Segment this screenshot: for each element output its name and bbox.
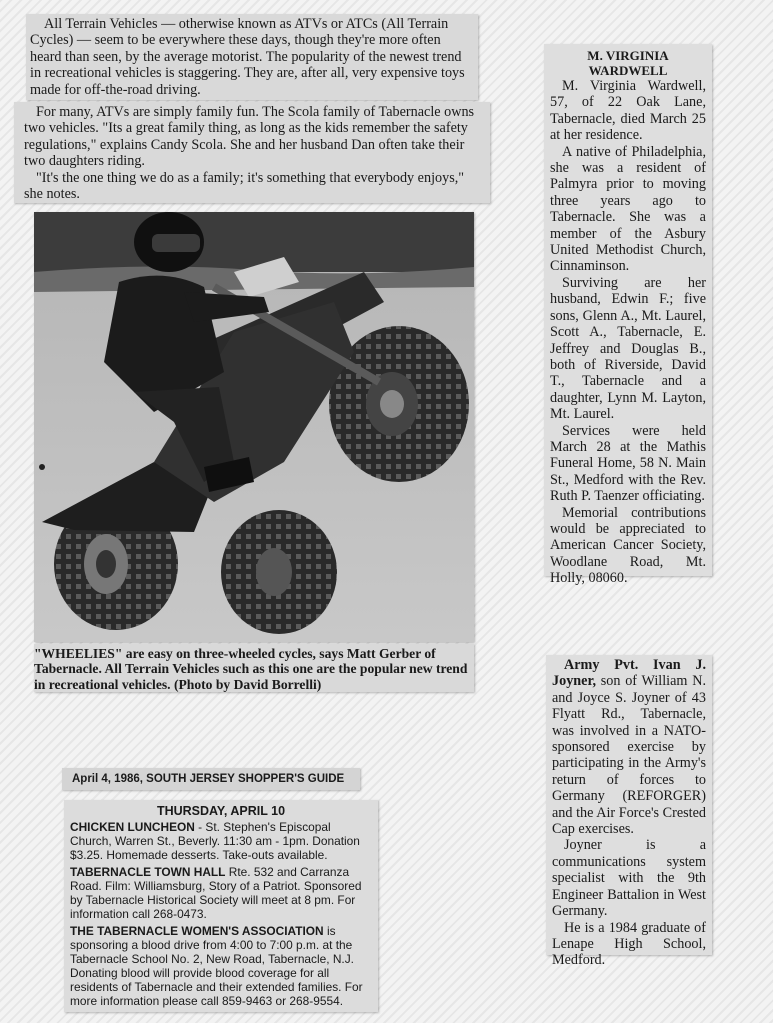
- atv-article-family-clipping: [14, 102, 490, 203]
- events-calendar-clipping: [64, 800, 378, 1012]
- obituary-heading-line-2: WARDWELL: [588, 63, 668, 78]
- event-body: is sponsoring a blood drive from 4:00 to 7:00 p.m. at the Tabernacle School No. 2, New Road, Tabernacle, N.J. Donating blood will provide blood coverage for all residents of Tabernacle and their extended families. For more information please call 859-9463 or 268-9554.: [70, 924, 363, 1008]
- atv-rider-illustration: [34, 212, 474, 642]
- obituary-paragraph-1: M. Virginia Wardwell, 57, of 22 Oak Lane, Tabernacle, died March 25 at her residence.: [550, 78, 706, 144]
- atv-article-paragraph-1: All Terrain Vehicles — otherwise known as ATVs or ATCs (All Terrain Cycles) — seem to be everywhere these days, though they're more often heard than seen, by the average motorist. The popularity of the newest trend in recreational vehicles is staggering. They are, after all, very expensive toys made for off-the-road driving.: [30, 16, 465, 98]
- joyner-name: Army Pvt. Ivan J. Joyner,: [552, 657, 706, 690]
- atv-article-paragraph-3: "It's the one thing we do as a family; it's something that everybody enjoys," she notes.: [24, 169, 465, 203]
- event-item: [70, 924, 372, 1008]
- obituary-paragraph-2: A native of Philadelphia, she was a resident of Palmyra prior to moving three years ago to Tabernacle. She was a member of the Asbury United Methodist Church, Cinnaminson.: [550, 143, 706, 275]
- joyner-paragraph-1-text: son of William N. and Joyce S. Joyner of 43 Flyatt Rd., Tabernacle, was involved in a NATO-sponsored exercise by participating in the Army's return of forces to Germany (REFORGER) and the Air Force's Crested Cap exercises.: [552, 673, 706, 838]
- atv-wheelie-photo: [34, 212, 474, 642]
- event-title: THE TABERNACLE WOMEN'S ASSOCIATION: [70, 924, 324, 938]
- joyner-military-clipping: [546, 655, 712, 969]
- photo-caption-clipping: [34, 644, 474, 692]
- obituary-clipping: [544, 44, 712, 587]
- obituary-paragraph-4: Services were held March 28 at the Mathis Funeral Home, 58 N. Main St., Medford with the Rev. Ruth P. Taenzer officiating.: [550, 422, 706, 505]
- obituary-heading: [550, 48, 706, 78]
- obituary-heading-line-1: M. VIRGINIA: [587, 48, 669, 63]
- atv-article-paragraph-2: For many, ATVs are simply family fun. The Scola family of Tabernacle owns two vehicles. "Its a great family thing, as long as the kids remember the safety regulations," explains Candy Scola. She and her husband Dan often take their two daughters riding.: [24, 104, 475, 170]
- photo-caption: "WHEELIES" are easy on three-wheeled cycles, says Matt Gerber of Tabernacle. All Terrain Vehicles such as this one are the popular new trend in recreational vehicles. (Photo by David Borrelli): [34, 646, 468, 692]
- newspaper-dateline: April 4, 1986, SOUTH JERSEY SHOPPER'S GUIDE: [62, 768, 360, 790]
- joyner-paragraph-3: He is a 1984 graduate of Lenape High School, Medford.: [552, 919, 706, 969]
- rear-wheel-right: [221, 510, 337, 634]
- joyner-paragraph-2: Joyner is a communications system specialist with the 9th Engineer Battalion in West Germany.: [552, 837, 706, 920]
- atv-article-intro-clipping: [26, 14, 478, 100]
- joyner-paragraph-1: [552, 657, 706, 837]
- event-body: - St. Stephen's Episcopal Church, Warren St., Beverly. 11:30 am - 1pm. Donation $3.25. Homemade desserts. Take-outs available.: [70, 820, 360, 862]
- obituary-paragraph-5: Memorial contributions would be appreciated to American Cancer Society, Woodlane Road, Mt. Holly, 08060.: [550, 504, 706, 587]
- event-item: [70, 820, 372, 862]
- event-title: TABERNACLE TOWN HALL: [70, 865, 226, 879]
- event-body: Rte. 532 and Carranza Road. Film: Williamsburg, Story of a Patriot. Sponsored by Tabernacle Historical Society will meet at 8 pm. For information call 268-0473.: [70, 865, 362, 921]
- event-title: CHICKEN LUNCHEON: [70, 820, 195, 834]
- events-heading: THURSDAY, APRIL 10: [156, 804, 286, 818]
- obituary-paragraph-3: Surviving are her husband, Edwin F.; five sons, Glenn A., Mt. Laurel, Scott A., Tabernacle, E. Jeffrey and Douglas B., both of Riverside, David T., Tabernacle and a daughter, Lynn M. Layton, Mt. Laurel.: [550, 274, 706, 423]
- event-item: [70, 865, 372, 921]
